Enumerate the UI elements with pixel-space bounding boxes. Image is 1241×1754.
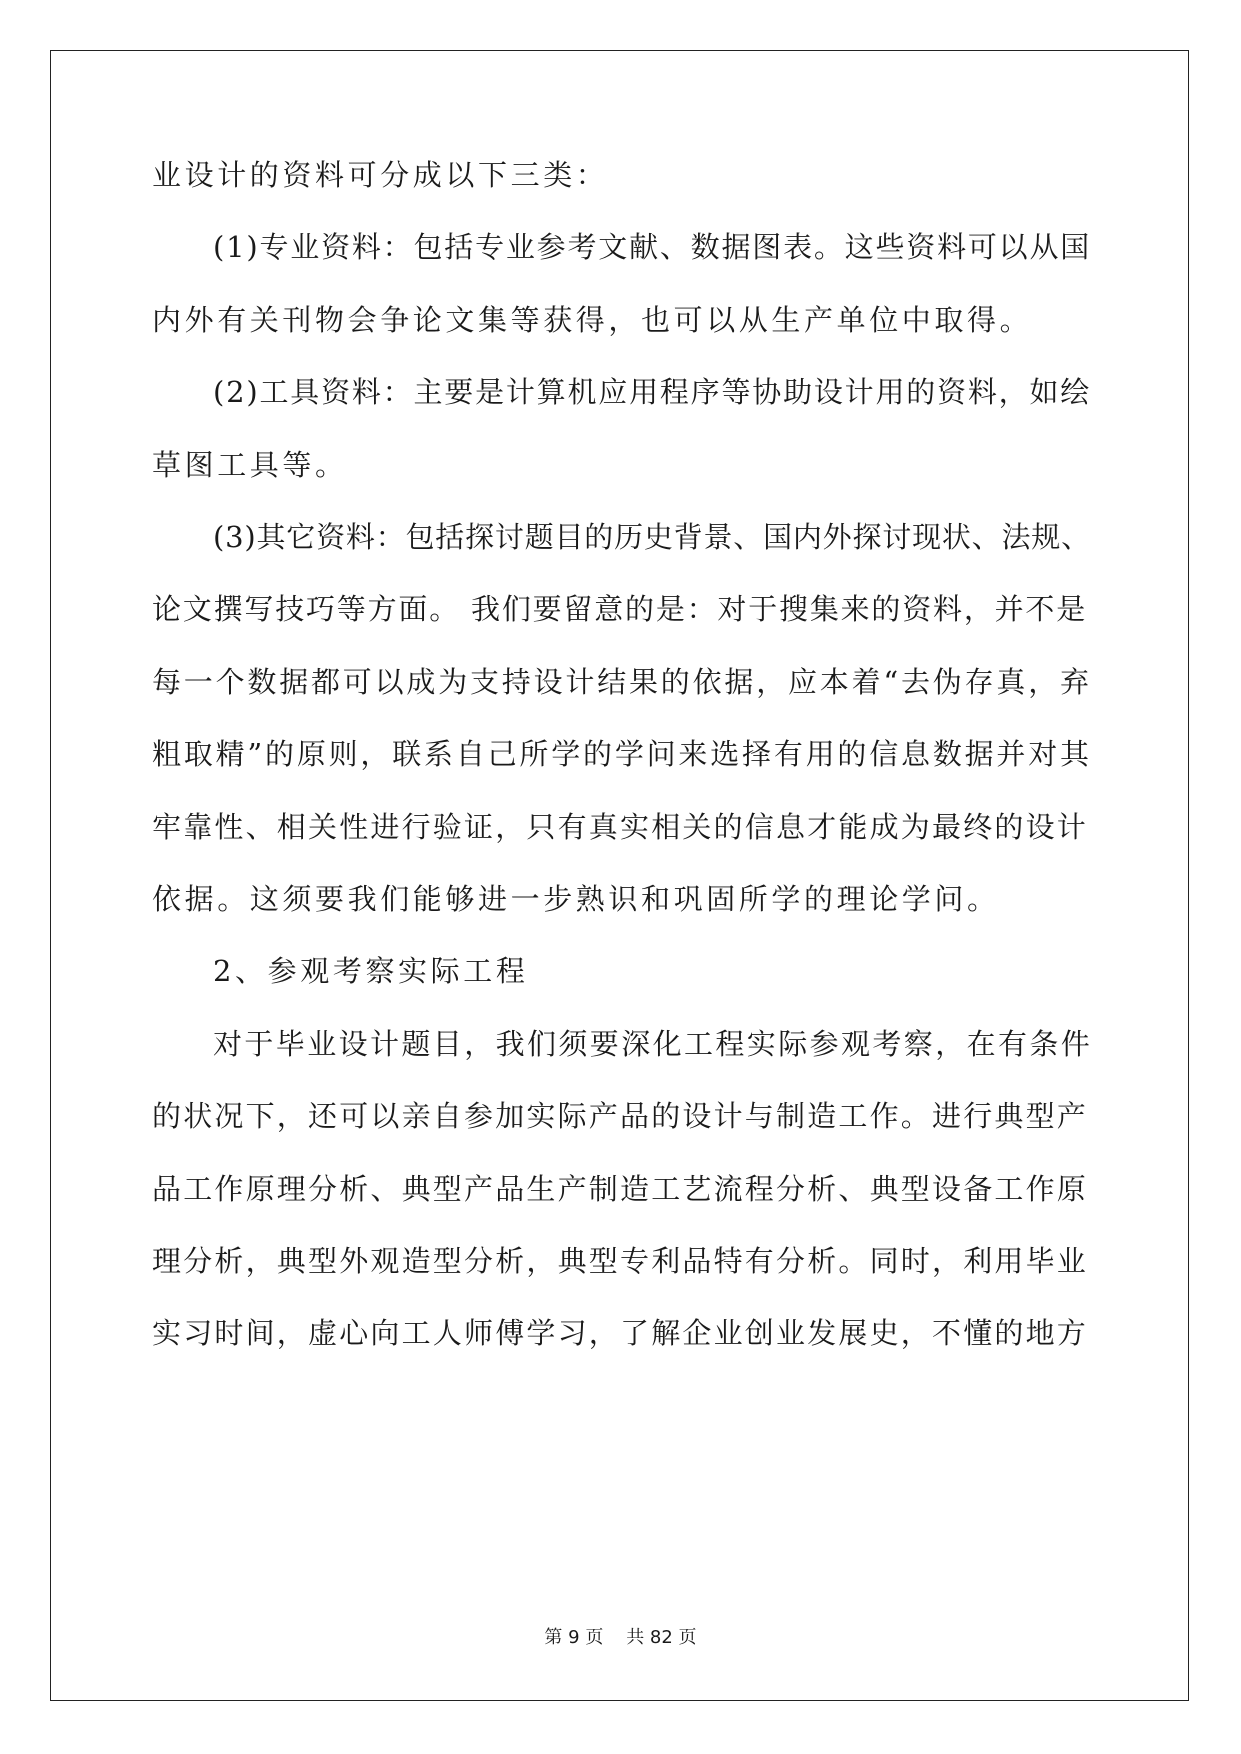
section-heading: 2、参观考察实际工程: [213, 954, 529, 988]
body-line: (1)专业资料：包括专业参考文献、数据图表。这些资料可以从国: [213, 230, 1092, 264]
body-line: 品工作原理分析、典型产品生产制造工艺流程分析、典型设备工作原: [152, 1172, 1089, 1206]
body-line: 每一个数据都可以成为支持设计结果的依据，应本着“去伪存真，弃: [152, 665, 1092, 699]
body-line: 牢靠性、相关性进行验证，只有真实相关的信息才能成为最终的设计: [152, 810, 1089, 844]
body-line: 的状况下，还可以亲自参加实际产品的设计与制造工作。进行典型产: [152, 1099, 1089, 1133]
body-line: 理分析，典型外观造型分析，典型专利品特有分析。同时，利用毕业: [152, 1244, 1089, 1278]
body-line: 依据。这须要我们能够进一步熟识和巩固所学的理论学问。: [152, 882, 1000, 916]
body-line: 草图工具等。: [152, 448, 348, 482]
body-line: 粗取精”的原则，联系自己所学的学问来选择有用的信息数据并对其: [152, 737, 1092, 771]
page-border: [50, 50, 1189, 1701]
body-line: 内外有关刊物会争论文集等获得，也可以从生产单位中取得。: [152, 303, 1033, 337]
body-line: (3)其它资料：包括探讨题目的历史背景、国内外探讨现状、法规、: [213, 520, 1091, 554]
body-line: 对于毕业设计题目，我们须要深化工程实际参观考察，在有条件: [213, 1027, 1093, 1061]
body-line: 论文撰写技巧等方面。 我们要留意的是：对于搜集来的资料，并不是: [152, 592, 1088, 626]
body-line: 业设计的资料可分成以下三类：: [152, 158, 609, 192]
page-number-footer: 第 9 页 共 82 页: [544, 1627, 697, 1648]
body-line: 实习时间，虚心向工人师傅学习，了解企业创业发展史，不懂的地方: [152, 1316, 1089, 1350]
body-line: (2)工具资料：主要是计算机应用程序等协助设计用的资料，如绘: [213, 375, 1092, 409]
